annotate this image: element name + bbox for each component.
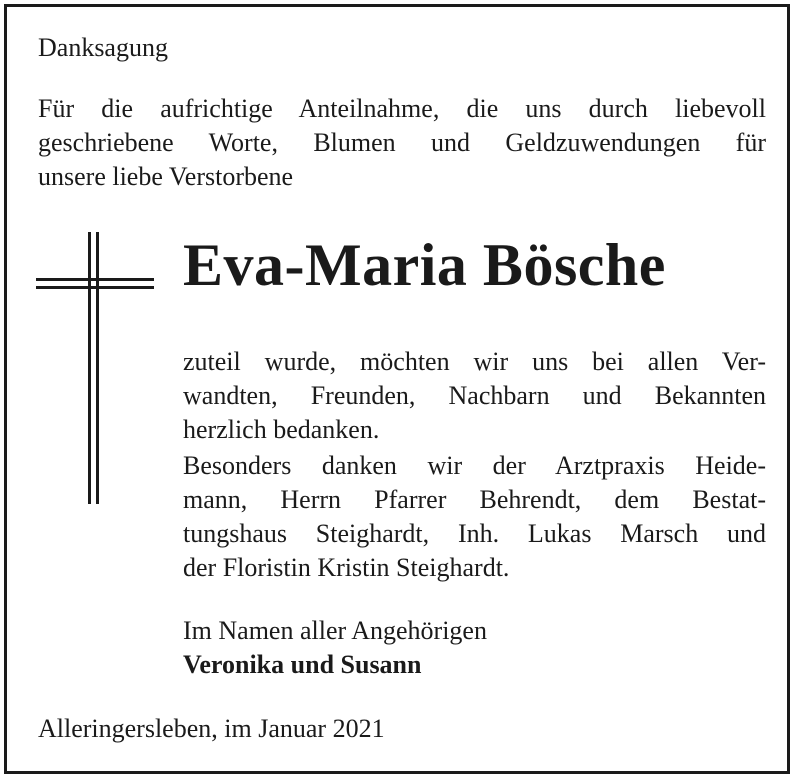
body-line-7: der Floristin Kristin Steighardt. bbox=[183, 553, 510, 582]
signature-line: Im Namen aller Angehörigen bbox=[183, 616, 487, 645]
deceased-name: Eva-Maria Bösche bbox=[183, 232, 666, 298]
body-line-5: mann, Herrn Pfarrer Behrendt, dem Bestat- bbox=[183, 485, 766, 514]
body-line-2: wandten, Freunden, Nachbarn und Bekannten bbox=[183, 381, 766, 410]
body-line-4: Besonders danken wir der Arztpraxis Heide- bbox=[183, 451, 766, 480]
place-date: Alleringersleben, im Januar 2021 bbox=[38, 714, 385, 743]
signature-names: Veronika und Susann bbox=[183, 650, 422, 679]
intro-line-1: Für die aufrichtige Anteilnahme, die uns durch liebevoll bbox=[38, 94, 766, 123]
body-line-1: zuteil wurde, möchten wir uns bei allen Ver- bbox=[183, 347, 766, 376]
intro-line-2: geschriebene Worte, Blumen und Geldzuwendungen für bbox=[38, 128, 766, 157]
body-line-6: tungshaus Steighardt, Inh. Lukas Marsch und bbox=[183, 519, 766, 548]
body-line-3: herzlich bedanken. bbox=[183, 415, 380, 444]
heading: Danksagung bbox=[38, 33, 168, 62]
cross-icon bbox=[30, 228, 160, 508]
intro-line-3: unsere liebe Verstorbene bbox=[38, 162, 294, 191]
